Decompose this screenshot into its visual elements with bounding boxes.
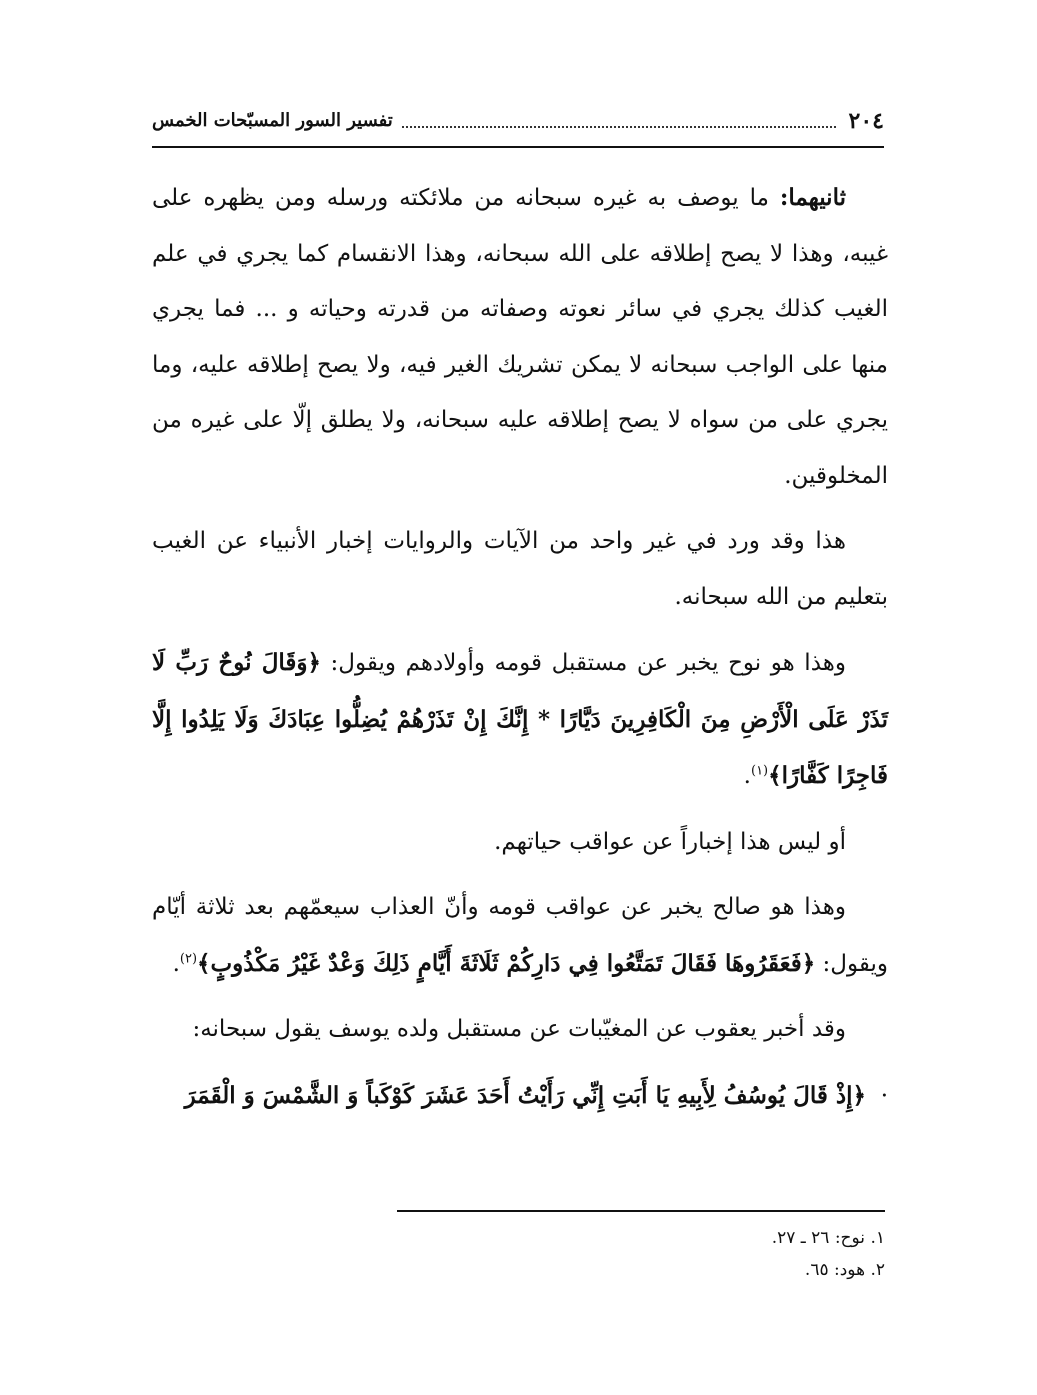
quran-verse: ﴿فَعَقَرُوهَا فَقَالَ تَمَتَّعُوا فِي دَارِكُمْ ثَلَاثَةَ أَيَّامٍ ذَلِكَ وَعْدٌ غَيْرُ مَكْذُوبٍ﴾ — [197, 949, 816, 977]
punctuation: . — [743, 763, 751, 789]
header-rule — [152, 146, 884, 148]
paragraph-text: وهذا هو صالح يخبر عن عواقب قومه وأنّ العذاب سيعمّهم بعد ثلاثة أيّام ويقول: — [152, 894, 888, 977]
paragraph-text: هذا وقد ورد في غير واحد من الآيات والروايات إخبار الأنبياء عن الغيب بتعليم من الله سبحانه. — [152, 528, 888, 610]
punctuation: . — [172, 950, 180, 977]
paragraph-text: وهذا هو نوح يخبر عن مستقبل قومه وأولادهم ويقول: — [321, 650, 846, 676]
footnotes — [385, 1222, 885, 1286]
paragraph-text: وقد أخبر يعقوب عن المغيّبات عن مستقبل ولده يوسف يقول سبحانه: — [192, 1016, 846, 1042]
quran-verse: ﴿وَقَالَ نُوحٌ رَبِّ لَا تَذَرْ عَلَى الْأَرْضِ مِنَ الْكَافِرِينَ دَيَّارًا * إِنَّكَ إِنْ تَذَرْهُمْ يُضِلُّوا عِبَادَكَ وَلَا يَلِدُوا إِلَّا فَاجِرًا كَفَّارًا﴾ — [152, 649, 888, 789]
paragraph-text: ما يوصف به غيره سبحانه من ملائكته ورسله ومن يظهره على غيبه، وهذا لا يصح إطلاقه على الله سبحانه، وهذا الانقسام كما يجري في علم الغيب كذلك يجري في سائر نعوته وصفاته من قدرته وحياته و ... فما يجري منها على الواجب سبحانه لا يمكن تشريك الغير فيه، ولا يصح إطلاقه عليه، وما يجري على من سواه لا يصح إطلاقه عليه سبحانه، ولا يطلق إلّا على غيره من المخلوقين. — [152, 185, 888, 489]
quran-verse: ﴿إِذْ قَالَ يُوسُفُ لِأَبِيهِ يَا أَبَتِ إِنِّي رَأَيْتُ أَحَدَ عَشَرَ كَوْكَباً وَ الشَّمْسَ وَ الْقَمَرَ — [184, 1081, 866, 1109]
header-dot-leader — [402, 126, 836, 128]
footnote-1: ١. نوح: ٢٦ ـ ٢٧. — [771, 1228, 885, 1248]
footnote-rule — [397, 1210, 885, 1212]
footnote-ref: (١) — [750, 763, 769, 779]
paragraph-7 — [152, 1068, 888, 1125]
bullet-icon: · — [880, 1082, 888, 1109]
paragraph-4 — [152, 815, 888, 871]
paragraph-2 — [152, 514, 888, 625]
paragraph-3 — [152, 635, 888, 805]
page-header — [152, 104, 884, 148]
page-number: ٢٠٤ — [848, 108, 884, 134]
paragraph-lead: ثانيهما: — [779, 184, 846, 211]
body-text — [152, 170, 888, 1134]
footnote-2: ٢. هود: ٦٥. — [804, 1260, 885, 1280]
paragraph-1 — [152, 170, 888, 504]
paragraph-text: أو ليس هذا إخباراً عن عواقب حياتهم. — [494, 828, 846, 855]
paragraph-5 — [152, 880, 888, 992]
running-title: تفسير السور المسبّحات الخمس — [152, 110, 393, 131]
paragraph-6 — [152, 1002, 888, 1058]
footnote-ref: (٢) — [179, 950, 198, 966]
